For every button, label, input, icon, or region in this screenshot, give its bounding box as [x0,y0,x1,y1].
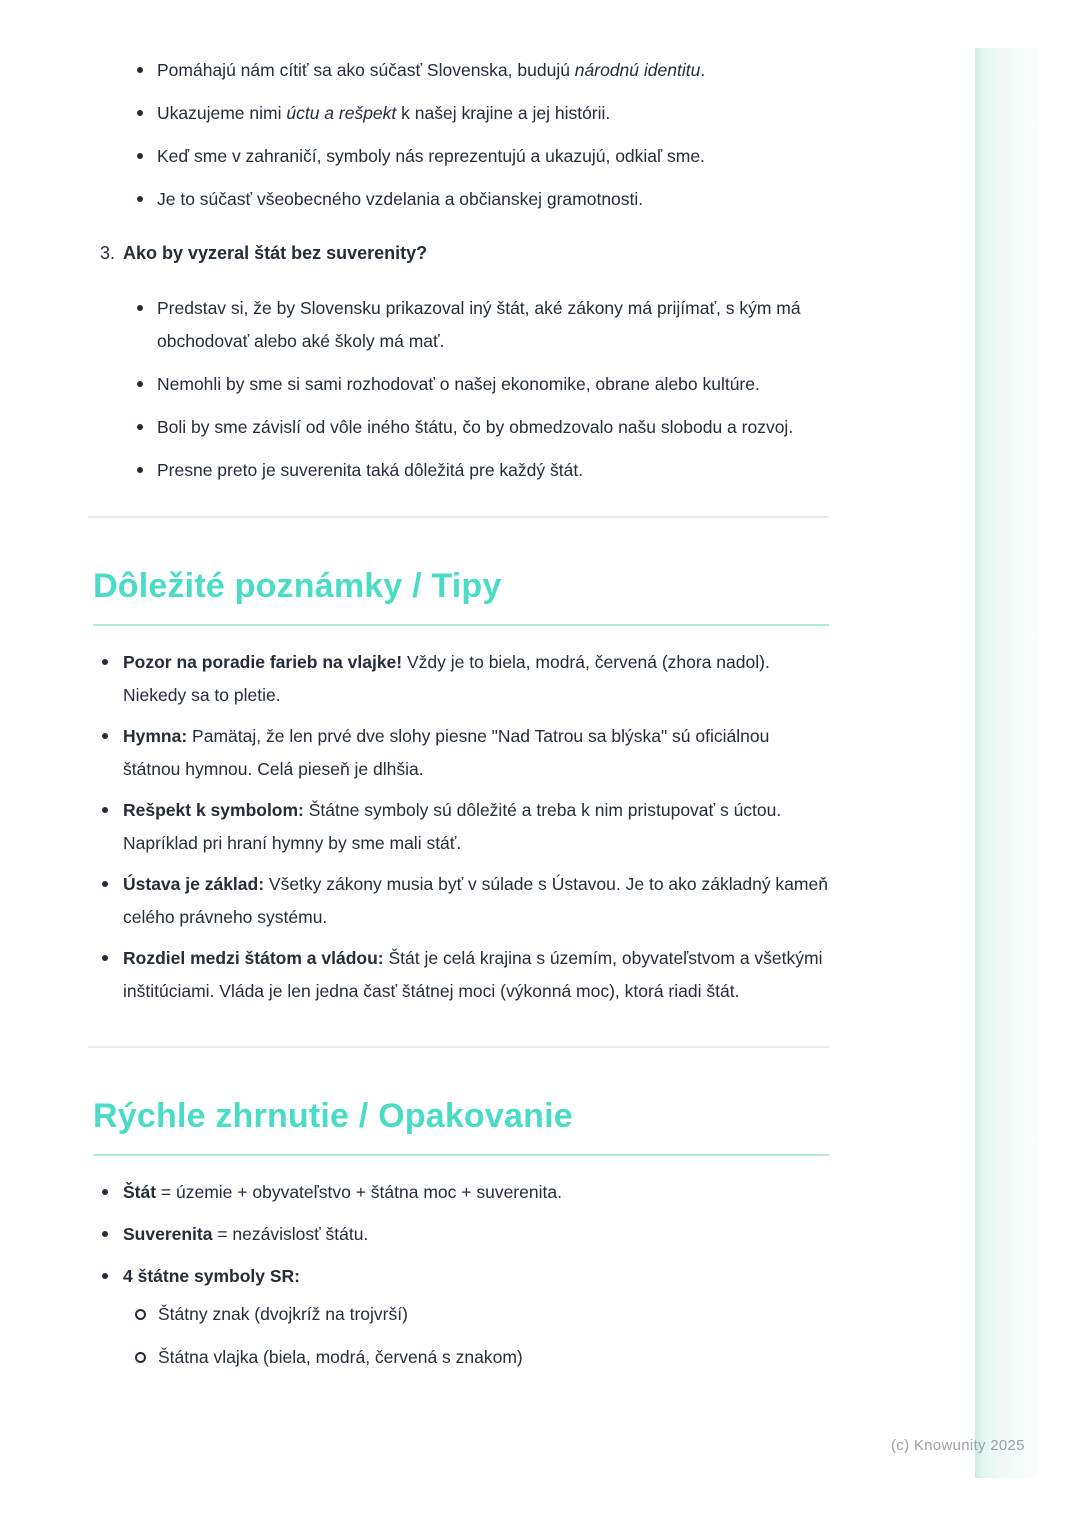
list-item [93,942,829,1008]
bullet-text: Všetky zákony musia byť v súlade s Ústavou. Je to ako základný kameň celého právneho systému. [123,874,828,927]
section-title-tips: Dôležité poznámky / Tipy [93,567,502,605]
bullet-text: . [700,60,706,80]
list-item [93,646,829,712]
document-content [93,0,829,1384]
bullet-text: k našej krajine a jej histórii. [396,103,611,123]
bullet-lead: Suverenita [123,1224,213,1244]
bullet-lead: Štát [123,1182,157,1202]
bullet-text: Keď sme v zahraničí, symboly nás reprezentujú a ukazujú, odkiaľ sme. [157,146,705,166]
bullet-text: Pamätaj, že len prvé dve slohy piesne "Nad Tatrou sa blýska" sú oficiálnou štátnou hymnou. Celá pieseň je dlhšia. [123,726,770,779]
bullet-text-italic: národnú identitu [574,60,701,80]
list-item [93,54,829,87]
bullet-text: Ukazujeme nimi [157,103,287,123]
symbols-sub-list [123,1298,829,1374]
bullet-lead: Rozdiel medzi štátom a vládou: [123,948,384,968]
bullet-text: Štát je celá krajina s územím, obyvateľstvom a všetkými inštitúciami. Vláda je len jedna časť štátnej moci (výkonná moc), ktorá riadi štát. [123,948,823,1001]
list-item: Boli by sme závislí od vôle iného štátu, čo by obmedzovalo našu slobodu a rozvoj. [93,411,829,444]
section-divider [88,516,829,518]
intro-bullet-list [93,0,829,216]
tips-bullet-list [93,646,829,1008]
bullet-lead: Hymna: [123,726,188,746]
bullet-text: = nezávislosť štátu. [212,1224,369,1244]
list-item: Presne preto je suverenita taká dôležitá pre každý štát. [93,454,829,487]
list-item: Predstav si, že by Slovensku prikazoval iný štát, aké zákony má prijímať, s kým má obchodovať alebo aké školy má mať. [93,292,829,358]
bullet-lead: 4 štátne symboly SR: [123,1266,300,1286]
question-title: Ako by vyzeral štát bez suverenity? [123,243,428,263]
question-bullet-list [93,292,829,487]
title-underline [93,624,829,626]
copyright-watermark: (c) Knowunity 2025 [891,1437,1025,1454]
list-number: 3. [100,243,116,263]
section-title-summary: Rýchle zhrnutie / Opakovanie [93,1097,573,1135]
list-item [93,1176,829,1209]
list-item [93,97,829,130]
bullet-text: = územie + obyvateľstvo + štátna moc + suverenita. [156,1182,562,1202]
list-item [93,720,829,786]
page-edge-accent [975,48,1038,1478]
list-item [93,1218,829,1251]
list-item [93,868,829,934]
bullet-lead: Pozor na poradie farieb na vlajke! [123,652,403,672]
section-divider [88,1046,829,1048]
bullet-lead: Rešpekt k symbolom: [123,800,304,820]
list-item [93,183,829,216]
list-item [93,794,829,860]
summary-bullet-list [93,1176,829,1374]
list-item [93,1260,829,1374]
list-item [93,140,829,173]
bullet-text: Štátne symboly sú dôležité a treba k nim pristupovať s úctou. Napríklad pri hraní hymny by sme mali stáť. [123,800,782,853]
numbered-question [93,237,829,270]
bullet-text: Pomáhajú nám cítiť sa ako súčasť Slovenska, budujú [157,60,575,80]
title-underline [93,1154,829,1156]
bullet-text: Je to súčasť všeobecného vzdelania a občianskej gramotnosti. [157,189,644,209]
bullet-text-italic: úctu a rešpekt [286,103,397,123]
sub-list-item: Štátna vlajka (biela, modrá, červená s znakom) [123,1341,829,1374]
bullet-lead: Ústava je základ: [123,874,265,894]
bullet-text: Vždy je to biela, modrá, červená (zhora nadol). Niekedy sa to pletie. [123,652,770,705]
sub-list-item: Štátny znak (dvojkríž na trojvrší) [123,1298,829,1331]
list-item: Nemohli by sme si sami rozhodovať o našej ekonomike, obrane alebo kultúre. [93,368,829,401]
